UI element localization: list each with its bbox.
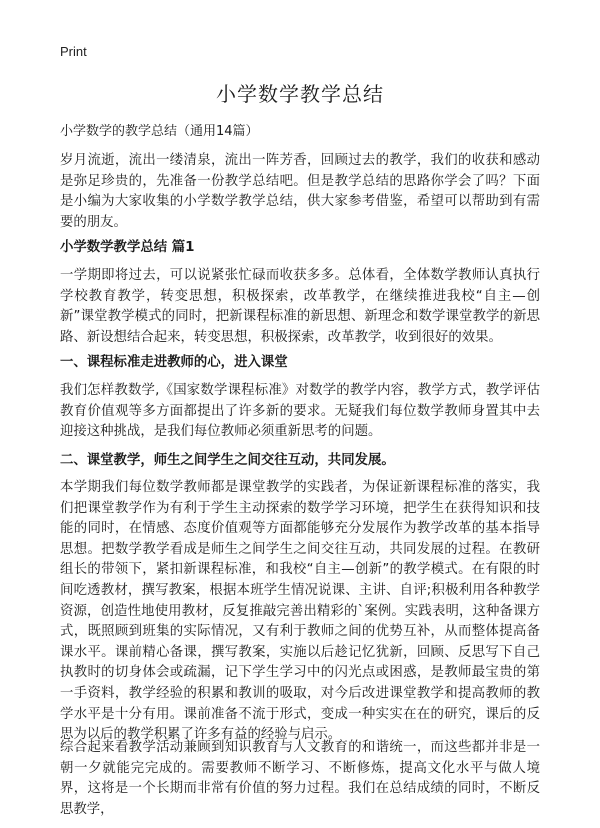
intro-paragraph: 岁月流逝，流出一缕清泉，流出一阵芳香，回顾过去的教学，我们的收获和感动是弥足珍贵的，先准备一份教学总结吧。但是教学总结的思路你学会了吗？下面是小编为大家收集的小学数学教学总结，供大家参考借鉴，希望可以帮助到有需要的朋友。 xyxy=(60,153,540,230)
paragraph-3: 本学期我们每位数学教师都是课堂教学的实践者，为保证新课程标准的落实，我们把课堂教学作为有利于学生主动探索的数学学习环境，把学生在获得知识和技能的同时，在情感、态度价值观等方面都能够充分发展作为教学改革的基本指导思想。把数学教学看成是师生之间学生之间交往互动，共同发展的过程。在教研组长的带领下，紧扣新课程标准，和我校“自主—创新”的教学模式。在有限的时间吃透教材，撰写教案，根据本班学生情况说课、主讲、自评;积极利用各种教学资源，创造性地使用教材，反复推敲完善出精彩的`案例。实践表明，这种备课方式，既照顾到班集的实际情况，又有利于教师之间的优势互补，从而整体提高备课水平。课前精心备课，撰写教案，实施以后趁记忆犹新，回顾、反思写下自己执教时的切身体会或疏漏，记下学生学习中的闪光点或困惑，是教师最宝贵的第一手资料，教学经验的积累和教训的吸取，对今后改进课堂教学和提高教师的教学水平是十分有用。课前准备不流于形式，变成一种实实在在的研究，课后的反思为以后的教学积累了许多有益的经验与启示。 xyxy=(60,480,540,743)
paragraph-2: 我们怎样教数学,《国家数学课程标准》对数学的教学内容，教学方式，教学评估教育价值观等多方面都提出了许多新的要求。无疑我们每位数学教师身置其中去迎接这种挑战，是我们每位教师必须重新思考的问题。 xyxy=(60,383,540,440)
paragraph-4: 综合起来看教学活动兼顾到知识教育与人文教育的和谐统一，而这些都并非是一朝一夕就能完完成的。需要教师不断学习、不断修炼，提高文化水平与做人境界，这将是一个长期而非常有价值的努力过程。我们在总结成绩的同时，不断反思教学， xyxy=(60,740,540,817)
heading-2: 二、课堂教学，师生之间学生之间交往互动，共同发展。 xyxy=(60,453,395,468)
heading-1: 一、课程标准走进教师的心，进入课堂 xyxy=(60,355,288,370)
page-title: 小学数学教学总结 xyxy=(216,82,384,106)
paragraph-1: 一学期即将过去，可以说紧张忙碌而收获多多。总体看，全体数学教师认真执行学校教育教学，转变思想，积极探索，改革教学，在继续推进我校“自主—创新”课堂教学模式的同时，把新课程标准的新思想、新理念和数学课堂教学的新思路、新设想结合起来，转变思想，积极探索，改革教学，收到很好的效果。 xyxy=(60,268,540,345)
section-title: 小学数学教学总结 篇1 xyxy=(60,240,195,255)
document-subtitle: 小学数学的教学总结（通用14篇） xyxy=(60,124,259,139)
print-link[interactable]: Print xyxy=(60,44,87,59)
